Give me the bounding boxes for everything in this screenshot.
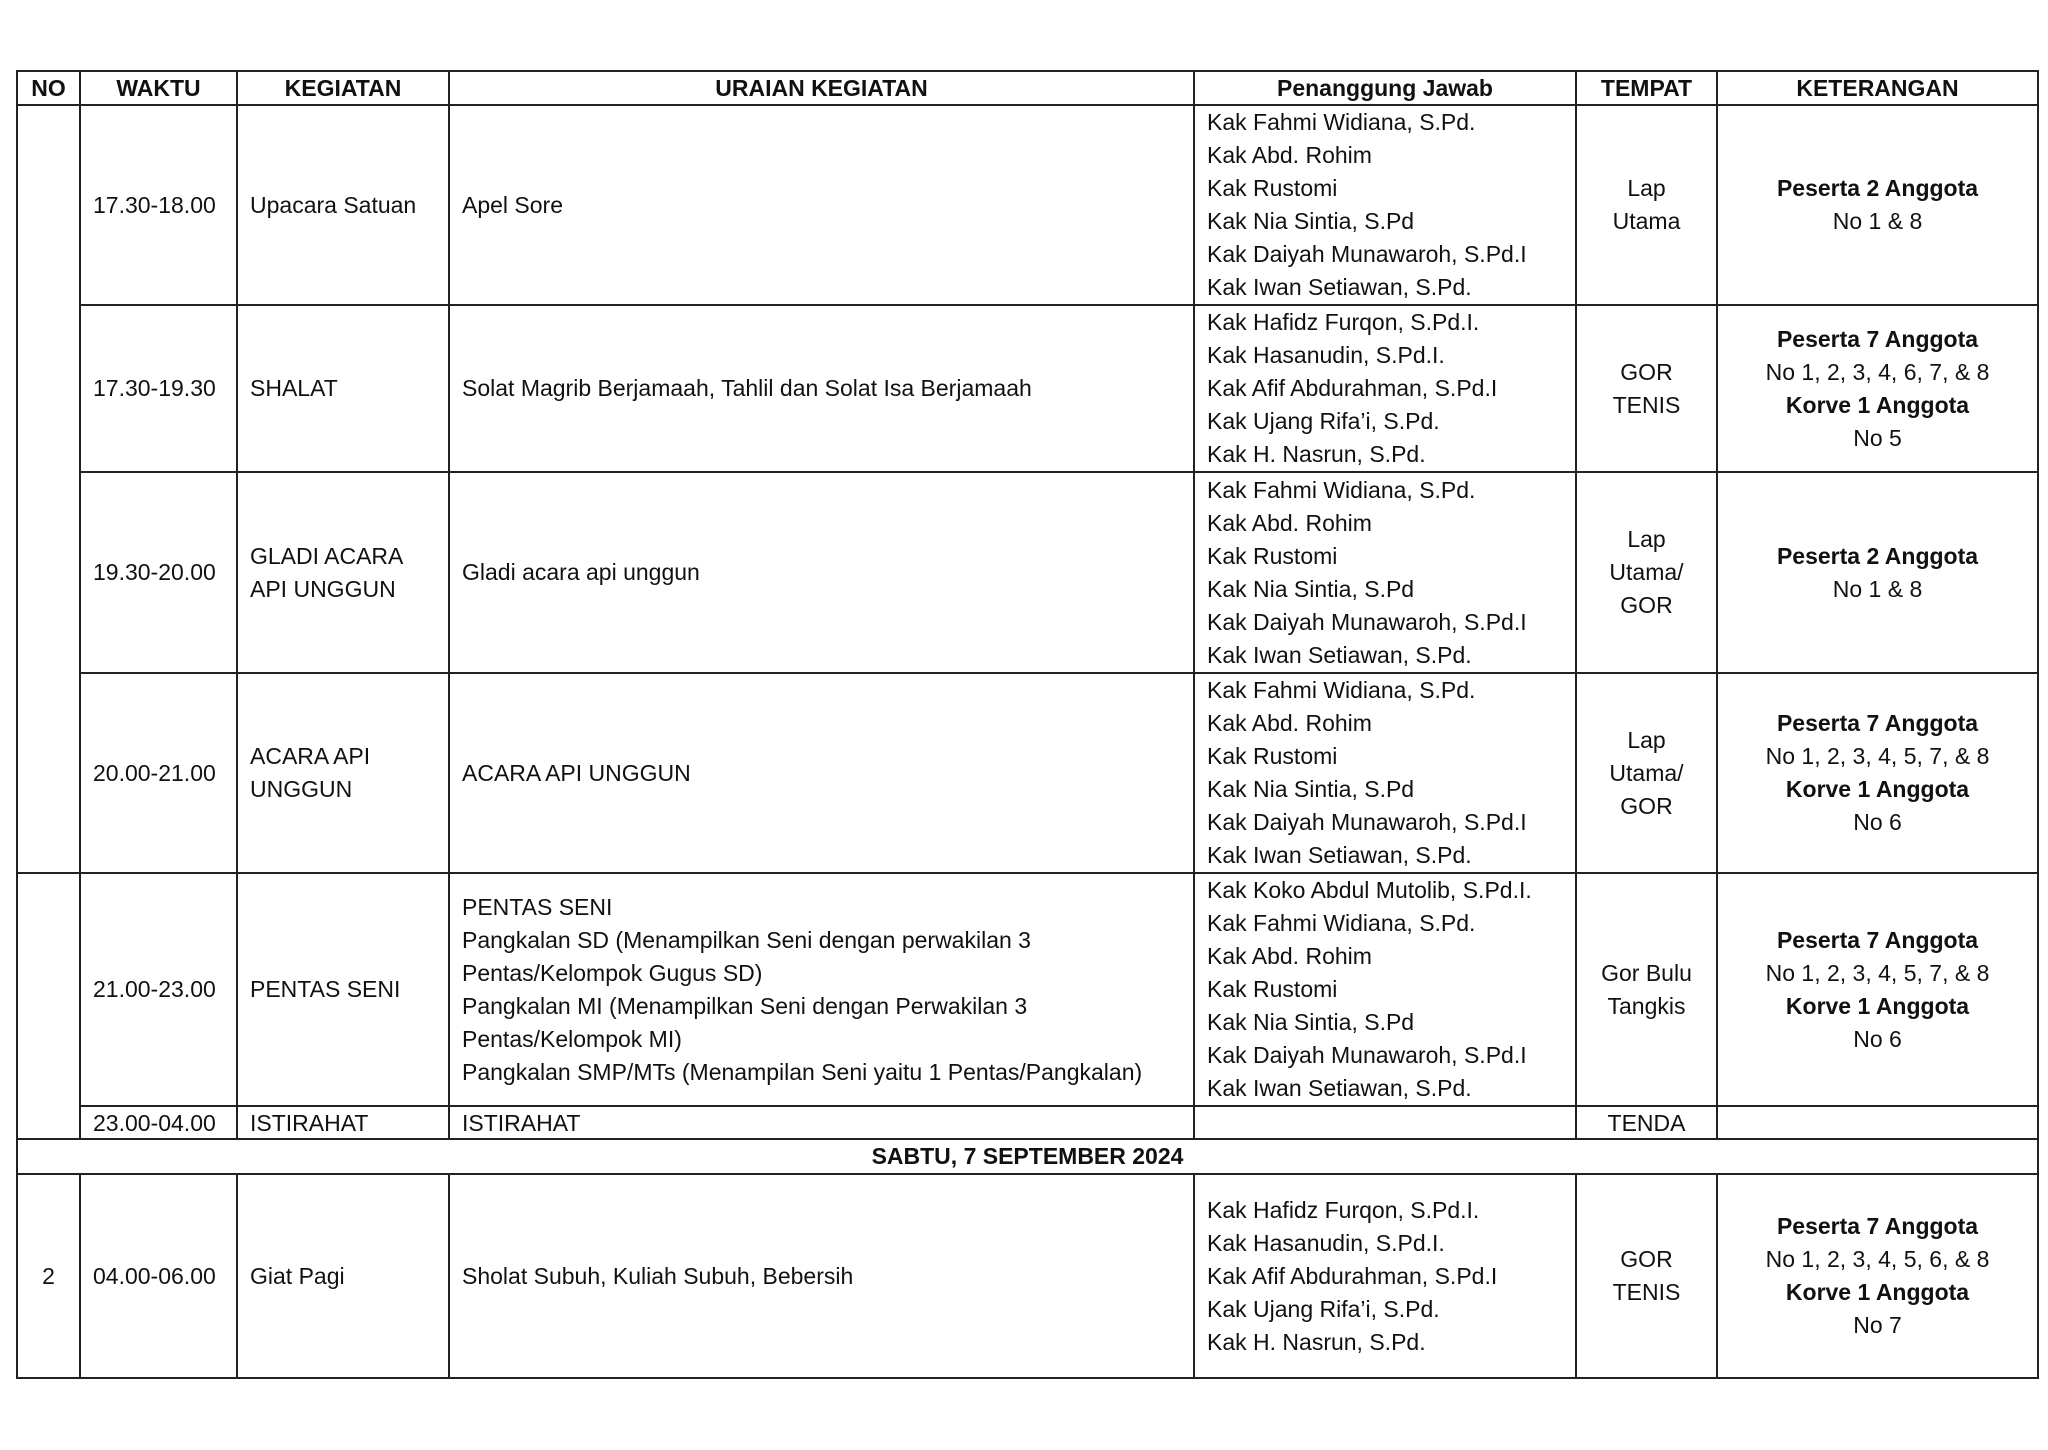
tempat-line: Utama/ — [1609, 559, 1684, 585]
penanggung-jawab-name: Kak Fahmi Widiana, S.Pd. — [1207, 677, 1476, 703]
keterangan-group-label: Korve 1 Anggota — [1785, 1279, 1970, 1305]
penanggung-jawab-name: Kak Hafidz Furqon, S.Pd.I. — [1207, 309, 1480, 335]
header-kegiatan: KEGIATAN — [237, 71, 449, 105]
tempat-cell — [1576, 1174, 1717, 1378]
tempat-cell — [1576, 673, 1717, 873]
uraian-line: Sholat Subuh, Kuliah Subuh, Bebersih — [462, 1262, 854, 1289]
penanggung-jawab-cell — [1194, 1174, 1576, 1378]
header-penanggung-jawab: Penanggung Jawab — [1194, 71, 1576, 105]
waktu-cell: 17.30-19.30 — [80, 305, 237, 472]
tempat-cell — [1576, 472, 1717, 673]
header-waktu: WAKTU — [80, 71, 237, 105]
penanggung-jawab-name: Kak Hasanudin, S.Pd.I. — [1207, 342, 1445, 368]
tempat-line: GOR — [1620, 592, 1673, 618]
kegiatan-line: PENTAS SENI — [250, 976, 401, 1002]
penanggung-jawab-cell — [1194, 105, 1576, 305]
header-row — [17, 71, 2038, 105]
keterangan-cell — [1717, 472, 2038, 673]
penanggung-jawab-name: Kak Iwan Setiawan, S.Pd. — [1207, 1075, 1472, 1101]
penanggung-jawab-name: Kak Daiyah Munawaroh, S.Pd.I — [1207, 241, 1527, 267]
penanggung-jawab-name: Kak Hasanudin, S.Pd.I. — [1207, 1229, 1445, 1256]
tempat-line: Lap — [1627, 526, 1666, 552]
tempat-line: GOR — [1620, 792, 1673, 819]
kegiatan-line: GLADI ACARA — [250, 542, 404, 569]
table-row — [17, 305, 2038, 472]
uraian-line: ACARA API UNGGUN — [462, 759, 691, 786]
penanggung-jawab-name: Kak Hafidz Furqon, S.Pd.I. — [1207, 1196, 1480, 1223]
penanggung-jawab-name: Kak Daiyah Munawaroh, S.Pd.I — [1207, 608, 1527, 635]
tempat-line: GOR — [1620, 1246, 1673, 1272]
waktu-cell: 04.00-06.00 — [80, 1174, 237, 1378]
uraian-line: ISTIRAHAT — [462, 1110, 581, 1136]
kegiatan-cell — [237, 1174, 449, 1378]
schedule-body — [17, 105, 2038, 1378]
uraian-cell — [449, 873, 1194, 1106]
keterangan-cell — [1717, 673, 2038, 873]
waktu-cell: 21.00-23.00 — [80, 873, 237, 1106]
tempat-line: Lap — [1627, 175, 1666, 201]
keterangan-group-label: Peserta 7 Anggota — [1776, 1213, 1979, 1239]
penanggung-jawab-name: Kak Abd. Rohim — [1207, 509, 1372, 536]
keterangan-cell — [1717, 1106, 2038, 1139]
tempat-line: TENIS — [1612, 391, 1681, 418]
penanggung-jawab-name: Kak Daiyah Munawaroh, S.Pd.I — [1207, 1042, 1527, 1068]
keterangan-group-label: Peserta 7 Anggota — [1776, 710, 1979, 736]
uraian-line: Solat Magrib Berjamaah, Tahlil dan Solat Isa Berjamaah — [462, 375, 1032, 401]
penanggung-jawab-name: Kak Abd. Rohim — [1207, 142, 1372, 168]
tempat-cell — [1576, 305, 1717, 472]
date-row — [17, 1139, 2038, 1174]
penanggung-jawab-name: Kak Afif Abdurahman, S.Pd.I — [1207, 1262, 1498, 1289]
keterangan-cell — [1717, 105, 2038, 305]
penanggung-jawab-cell — [1194, 305, 1576, 472]
keterangan-group-label: Korve 1 Anggota — [1785, 776, 1970, 802]
penanggung-jawab-cell — [1194, 472, 1576, 673]
header-no: NO — [17, 71, 80, 105]
penanggung-jawab-name: Kak Fahmi Widiana, S.Pd. — [1207, 109, 1476, 135]
kegiatan-line: SHALAT — [250, 375, 338, 401]
penanggung-jawab-cell — [1194, 673, 1576, 873]
kegiatan-cell — [237, 105, 449, 305]
penanggung-jawab-name: Kak Iwan Setiawan, S.Pd. — [1207, 641, 1472, 668]
waktu-cell: 23.00-04.00 — [80, 1106, 237, 1139]
tempat-line: TENIS — [1612, 1279, 1681, 1305]
uraian-cell — [449, 472, 1194, 673]
penanggung-jawab-name: Kak Nia Sintia, S.Pd — [1207, 1009, 1415, 1035]
tempat-line: Utama — [1612, 208, 1681, 234]
kegiatan-cell — [237, 305, 449, 472]
keterangan-group-label: Peserta 2 Anggota — [1776, 175, 1979, 201]
keterangan-member-numbers: No 1, 2, 3, 4, 5, 7, & 8 — [1765, 743, 1990, 769]
penanggung-jawab-name: Kak Abd. Rohim — [1207, 710, 1372, 736]
penanggung-jawab-name: Kak Ujang Rifa’i, S.Pd. — [1207, 408, 1440, 434]
waktu-cell: 17.30-18.00 — [80, 105, 237, 305]
keterangan-group-label: Korve 1 Anggota — [1785, 391, 1970, 418]
penanggung-jawab-name: Kak Abd. Rohim — [1207, 943, 1372, 969]
uraian-cell — [449, 1106, 1194, 1139]
no-cell — [17, 105, 80, 873]
penanggung-jawab-name: Kak Iwan Setiawan, S.Pd. — [1207, 842, 1472, 868]
keterangan-member-numbers: No 5 — [1853, 424, 1902, 451]
keterangan-group-label: Peserta 7 Anggota — [1776, 926, 1979, 953]
keterangan-member-numbers: No 1 & 8 — [1832, 208, 1923, 234]
keterangan-member-numbers: No 1, 2, 3, 4, 5, 7, & 8 — [1765, 959, 1990, 986]
tempat-line: Tangkis — [1607, 992, 1686, 1019]
header-uraian: URAIAN KEGIATAN — [449, 71, 1194, 105]
keterangan-group-label: Peserta 7 Anggota — [1776, 325, 1979, 352]
keterangan-group-label: Korve 1 Anggota — [1785, 992, 1970, 1019]
uraian-line: Pangkalan SMP/MTs (Menampilan Seni yaitu 1 Pentas/Pangkalan) — [462, 1058, 1143, 1085]
kegiatan-line: ACARA API — [250, 743, 371, 769]
tempat-line: Gor Bulu — [1601, 959, 1692, 986]
kegiatan-cell — [237, 472, 449, 673]
uraian-line: Pangkalan MI (Menampilkan Seni dengan Perwakilan 3 — [462, 992, 1028, 1019]
kegiatan-line: Upacara Satuan — [250, 191, 417, 218]
header-tempat: TEMPAT — [1576, 71, 1717, 105]
tempat-line: Lap — [1627, 726, 1666, 753]
penanggung-jawab-name: Kak Iwan Setiawan, S.Pd. — [1207, 274, 1472, 300]
tempat-cell — [1576, 1106, 1717, 1139]
keterangan-member-numbers: No 1, 2, 3, 4, 5, 6, & 8 — [1765, 1246, 1990, 1272]
penanggung-jawab-name: Kak Fahmi Widiana, S.Pd. — [1207, 910, 1476, 936]
table-row — [17, 873, 2038, 1106]
date-label: SABTU, 7 SEPTEMBER 2024 — [17, 1139, 2038, 1174]
kegiatan-line: API UNGGUN — [250, 575, 396, 602]
penanggung-jawab-name: Kak Nia Sintia, S.Pd — [1207, 776, 1415, 802]
table-row — [17, 105, 2038, 305]
kegiatan-cell — [237, 873, 449, 1106]
penanggung-jawab-name: Kak Rustomi — [1207, 542, 1338, 569]
penanggung-jawab-name: Kak Rustomi — [1207, 743, 1338, 769]
keterangan-member-numbers: No 6 — [1853, 1025, 1902, 1052]
tempat-line: GOR — [1620, 358, 1673, 385]
table-row — [17, 472, 2038, 673]
uraian-line: Pentas/Kelompok Gugus SD) — [462, 959, 763, 986]
keterangan-member-numbers: No 6 — [1853, 809, 1902, 835]
uraian-line: Apel Sore — [462, 191, 564, 218]
table-row — [17, 673, 2038, 873]
table-row — [17, 1174, 2038, 1378]
penanggung-jawab-name: Kak Daiyah Munawaroh, S.Pd.I — [1207, 809, 1527, 835]
kegiatan-line: ISTIRAHAT — [250, 1110, 369, 1136]
penanggung-jawab-name: Kak Nia Sintia, S.Pd — [1207, 208, 1415, 234]
uraian-line: Pangkalan SD (Menampilkan Seni dengan perwakilan 3 — [462, 926, 1031, 953]
uraian-cell — [449, 673, 1194, 873]
penanggung-jawab-name: Kak Fahmi Widiana, S.Pd. — [1207, 476, 1476, 503]
kegiatan-cell — [237, 673, 449, 873]
penanggung-jawab-name: Kak Koko Abdul Mutolib, S.Pd.I. — [1207, 877, 1532, 903]
penanggung-jawab-name: Kak Rustomi — [1207, 175, 1338, 201]
penanggung-jawab-name: Kak H. Nasrun, S.Pd. — [1207, 441, 1426, 467]
uraian-cell — [449, 105, 1194, 305]
penanggung-jawab-name: Kak Ujang Rifa’i, S.Pd. — [1207, 1295, 1440, 1322]
waktu-cell: 19.30-20.00 — [80, 472, 237, 673]
schedule-table — [16, 70, 2039, 1379]
penanggung-jawab-name: Kak Nia Sintia, S.Pd — [1207, 575, 1415, 602]
tempat-cell — [1576, 105, 1717, 305]
keterangan-cell — [1717, 1174, 2038, 1378]
table-row — [17, 1106, 2038, 1139]
penanggung-jawab-name: Kak H. Nasrun, S.Pd. — [1207, 1328, 1426, 1355]
tempat-line: Utama/ — [1609, 759, 1684, 786]
keterangan-group-label: Peserta 2 Anggota — [1776, 542, 1979, 569]
keterangan-member-numbers: No 7 — [1853, 1312, 1902, 1338]
uraian-cell — [449, 305, 1194, 472]
uraian-line: PENTAS SENI — [462, 893, 613, 920]
no-cell: 2 — [17, 1174, 80, 1378]
keterangan-member-numbers: No 1 & 8 — [1832, 575, 1923, 602]
tempat-line: TENDA — [1607, 1110, 1686, 1136]
keterangan-member-numbers: No 1, 2, 3, 4, 6, 7, & 8 — [1765, 358, 1990, 385]
penanggung-jawab-cell — [1194, 873, 1576, 1106]
kegiatan-cell — [237, 1106, 449, 1139]
penanggung-jawab-cell — [1194, 1106, 1576, 1139]
kegiatan-line: UNGGUN — [250, 776, 353, 802]
keterangan-cell — [1717, 305, 2038, 472]
waktu-cell: 20.00-21.00 — [80, 673, 237, 873]
no-cell — [17, 873, 80, 1139]
keterangan-cell — [1717, 873, 2038, 1106]
header-keterangan: KETERANGAN — [1717, 71, 2038, 105]
kegiatan-line: Giat Pagi — [250, 1262, 345, 1289]
uraian-cell — [449, 1174, 1194, 1378]
uraian-line: Gladi acara api unggun — [462, 559, 700, 585]
penanggung-jawab-name: Kak Rustomi — [1207, 976, 1338, 1002]
uraian-line: Pentas/Kelompok MI) — [462, 1025, 682, 1052]
tempat-cell — [1576, 873, 1717, 1106]
penanggung-jawab-name: Kak Afif Abdurahman, S.Pd.I — [1207, 375, 1498, 401]
